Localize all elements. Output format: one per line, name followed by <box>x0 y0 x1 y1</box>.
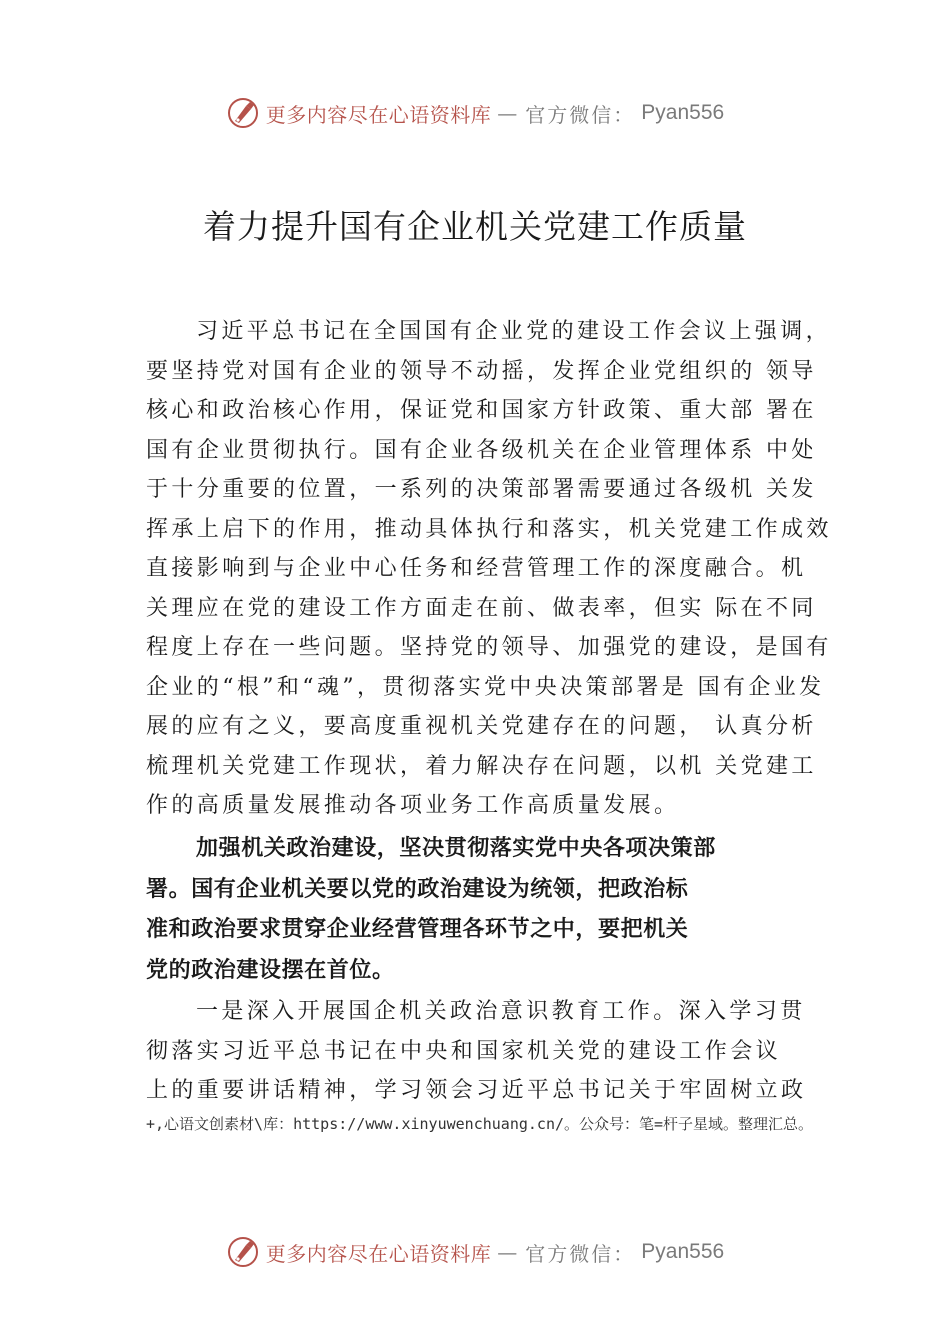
paragraph-line: 直接影响到与企业中心任务和经营管理工作的深度融合。机 <box>146 556 807 581</box>
paragraph-line: 程度上存在一些问题。坚持党的领导、加强党的建设，是国有 <box>146 635 832 660</box>
bottom-watermark <box>0 1232 950 1272</box>
pen-nib-logo-icon <box>226 1235 260 1269</box>
document-title: 着力提升国有企业机关党建工作质量 <box>203 207 747 246</box>
source-note: +,心语文创素材\库：https://www.xinyuwenchuang.cn/。公众号：笔=杆子星域。整理汇总。 <box>146 1115 814 1133</box>
paragraph-political-building <box>146 829 866 991</box>
bold-paragraph-line: 党的政治建设摆在首位。 <box>146 957 395 983</box>
paragraph-line: 习近平总书记在全国国有企业党的建设工作会议上强调， <box>196 319 832 344</box>
paragraph-intro <box>146 312 866 826</box>
watermark-wechat-label: 官方微信： <box>525 1241 636 1266</box>
pen-nib-logo-icon <box>226 96 260 130</box>
watermark-brand: 更多内容尽在心语资料库 <box>265 102 492 127</box>
paragraph-line: 一是深入开展国企机关政治意识教育工作。深入学习贯 <box>196 999 806 1024</box>
paragraph-line: 作的高质量发展推动各项业务工作高质量发展。 <box>146 793 680 818</box>
paragraph-line: 核心和政治核心作用，保证党和国家方针政策、重大部 署在 <box>146 398 817 423</box>
watermark-dash: — <box>497 1240 520 1264</box>
paragraph-line: 企业的“根”和“魂”，贯彻落实党中央决策部署是 国有企业发 <box>146 674 825 700</box>
paragraph-line: 关理应在党的建设工作方面走在前、做表率，但实 际在不同 <box>146 595 817 621</box>
bold-paragraph-line: 准和政治要求贯穿企业经营管理各环节之中，要把机关 <box>146 917 689 942</box>
paragraph-line: 梳理机关党建工作现状，着力解决存在问题，以机 关党建工 <box>146 753 817 779</box>
paragraph-line: 国有企业贯彻执行。国有企业各级机关在企业管理体系 中处 <box>146 437 817 463</box>
paragraph-line: 要坚持党对国有企业的领导不动摇，发挥企业党组织的 领导 <box>146 358 817 384</box>
paragraph-line: 挥承上启下的作用，推动具体执行和落实，机关党建工作成效 <box>146 516 832 542</box>
paragraph-line: 展的应有之义，要高度重视机关党建存在的问题， 认真分析 <box>146 714 817 739</box>
watermark-brand: 更多内容尽在心语资料库 <box>265 1241 492 1266</box>
paragraph-education <box>146 992 866 1111</box>
bold-paragraph-line: 加强机关政治建设，坚决贯彻落实党中央各项决策部 <box>196 836 716 861</box>
bold-paragraph-line: 署。国有企业机关要以党的政治建设为统领，把政治标 <box>146 876 689 902</box>
watermark-wechat-id: Pyan556 <box>641 1240 725 1263</box>
watermark-dash: — <box>497 101 520 125</box>
paragraph-line: 于十分重要的位置，一系列的决策部署需要通过各级机 关发 <box>146 477 817 502</box>
watermark-wechat-id: Pyan556 <box>641 101 725 124</box>
top-watermark <box>0 93 950 133</box>
watermark-wechat-label: 官方微信： <box>525 102 636 127</box>
paragraph-line: 上的重要讲话精神，学习领会习近平总书记关于牢固树立政 <box>146 1078 807 1103</box>
paragraph-line: 彻落实习近平总书记在中央和国家机关党的建设工作会议 <box>146 1038 782 1064</box>
